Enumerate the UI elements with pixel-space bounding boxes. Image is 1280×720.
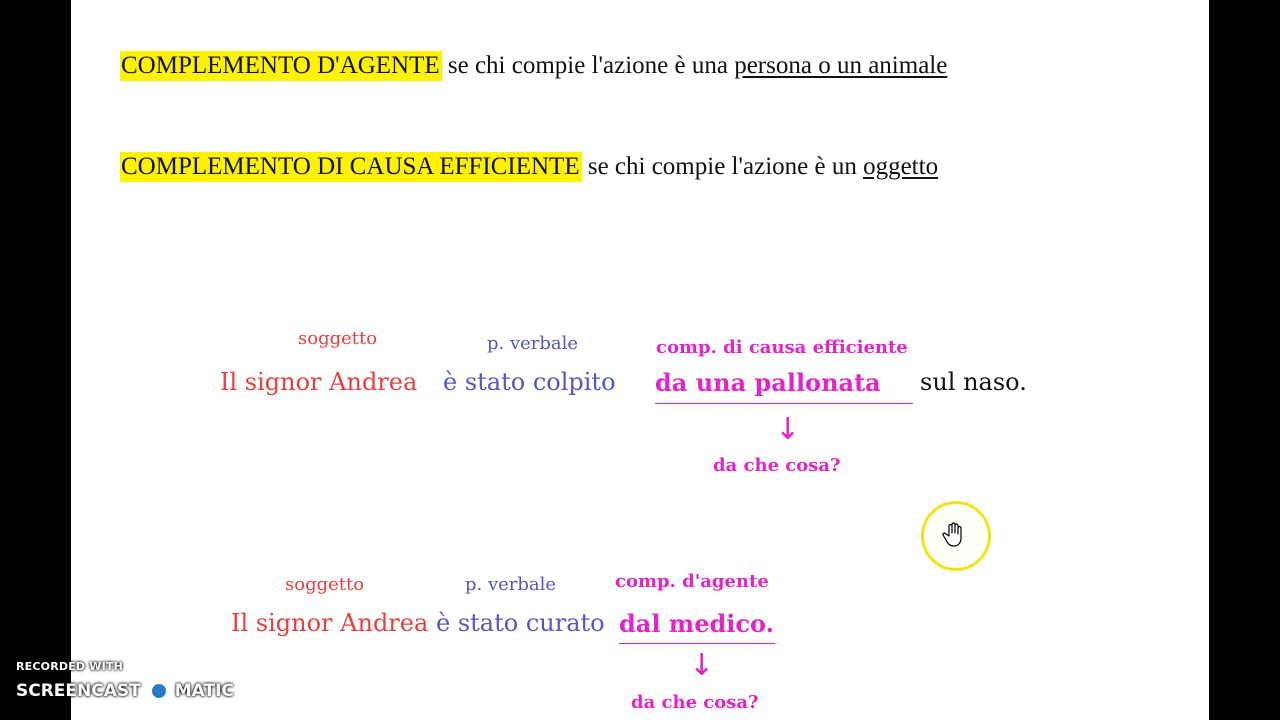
label-subject: soggetto bbox=[298, 328, 378, 349]
watermark-right: MATIC bbox=[174, 681, 234, 701]
sentence-subject: Il signor Andrea bbox=[231, 609, 429, 637]
complement-underline bbox=[619, 643, 775, 644]
definition-causa-efficiente bbox=[120, 153, 938, 181]
label-complement: comp. d'agente bbox=[615, 571, 769, 592]
sentence-subject: Il signor Andrea bbox=[220, 368, 418, 396]
question-text: da che cosa? bbox=[631, 692, 759, 713]
screencast-watermark bbox=[16, 660, 234, 705]
sentence-rest: sul naso. bbox=[920, 368, 1027, 396]
screencast-logo-icon bbox=[145, 677, 173, 705]
definition-agente bbox=[120, 52, 947, 80]
sentence-complement: da una pallonata bbox=[655, 368, 881, 397]
complement-underline bbox=[655, 403, 913, 404]
term-highlight: COMPLEMENTO DI CAUSA EFFICIENTE bbox=[121, 153, 580, 180]
label-verb: p. verbale bbox=[465, 574, 557, 595]
arrow-down-icon: ↓ bbox=[775, 412, 801, 447]
label-complement: comp. di causa efficiente bbox=[656, 337, 908, 358]
definition-underlined: oggetto bbox=[863, 153, 939, 180]
hand-cursor-icon bbox=[941, 522, 965, 548]
sentence-verb: è stato curato bbox=[436, 609, 605, 637]
sentence-complement: dal medico. bbox=[619, 609, 774, 638]
sentence-verb: è stato colpito bbox=[443, 368, 616, 396]
question-text: da che cosa? bbox=[713, 455, 841, 476]
label-subject: soggetto bbox=[285, 574, 365, 595]
term-highlight: COMPLEMENTO D'AGENTE bbox=[121, 52, 440, 79]
definition-underlined: persona o un animale bbox=[734, 52, 948, 79]
document-page bbox=[71, 0, 1209, 720]
watermark-recorded: RECORDED WITH bbox=[16, 660, 124, 673]
definition-text: se chi compie l'azione è una bbox=[441, 52, 735, 79]
label-verb: p. verbale bbox=[487, 333, 579, 354]
definition-text: se chi compie l'azione è un bbox=[581, 153, 864, 180]
watermark-left: SCREENCAST bbox=[16, 681, 141, 701]
watermark-brand bbox=[16, 677, 234, 705]
arrow-down-icon: ↓ bbox=[689, 648, 715, 683]
